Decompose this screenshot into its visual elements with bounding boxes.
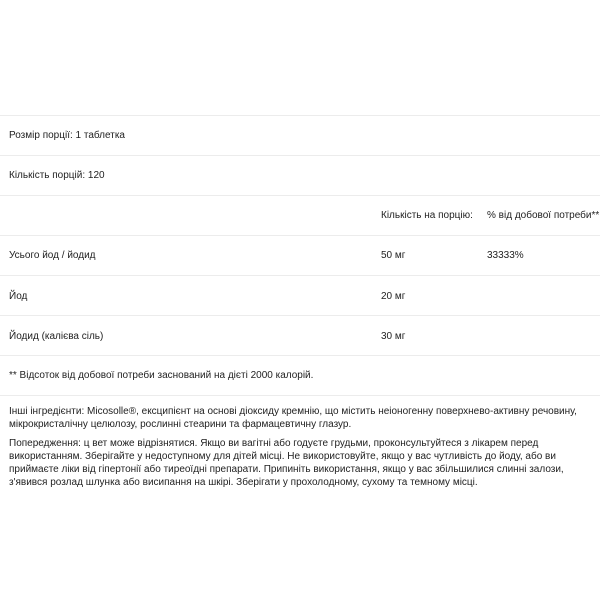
- serving-size: Розмір порції: 1 таблетка: [9, 130, 125, 141]
- other-ingredients: Інші інгредієнти: Micosolle®, ексципієнт на основі діоксиду кремнію, що містить неіоногенну поверхнево-активну речовину, мікрокристалічну целюлозу, рослинні стеарини та фармацевтичну глазур.: [9, 406, 577, 430]
- divider: [0, 115, 600, 116]
- nutrient-name: Йодид (калієва сіль): [9, 331, 104, 342]
- nutrient-daily-value: 33333%: [487, 250, 524, 261]
- divider: [0, 275, 600, 276]
- nutrient-name: Йод: [9, 291, 28, 302]
- footnote: ** Відсоток від добової потреби заснований на дієті 2000 калорій.: [9, 370, 314, 381]
- divider: [0, 355, 600, 356]
- nutrient-name: Усього йод / йодид: [9, 250, 96, 261]
- daily-value-header: % від добової потреби**: [487, 210, 600, 221]
- divider: [0, 155, 600, 156]
- divider: [0, 235, 600, 236]
- nutrient-amount: 20 мг: [381, 291, 406, 302]
- servings-count: Кількість порцій: 120: [9, 170, 105, 181]
- warnings: Попередження: ц вет може відрізнятися. Якщо ви вагітні або годуєте грудьми, проконсультуйтеся з лікарем перед використанням. Зберігайте у недоступному для дітей місці. Не використовуйте, якщо у вас чутливість до йоду, або ви приймаєте ліки від гіпертонії або тиреоїдні препарати. Припиніть використання, якщо у вас збільшилися слинні залози, з'явився розлад шлунка або висипання на шкірі. Зберігати у прохолодному, сухому та темному місці.: [9, 438, 564, 488]
- divider: [0, 195, 600, 196]
- nutrient-amount: 50 мг: [381, 250, 406, 261]
- nutrient-amount: 30 мг: [381, 331, 406, 342]
- amount-per-serving-header: Кількість на порцію:: [381, 210, 473, 221]
- divider: [0, 315, 600, 316]
- divider: [0, 395, 600, 396]
